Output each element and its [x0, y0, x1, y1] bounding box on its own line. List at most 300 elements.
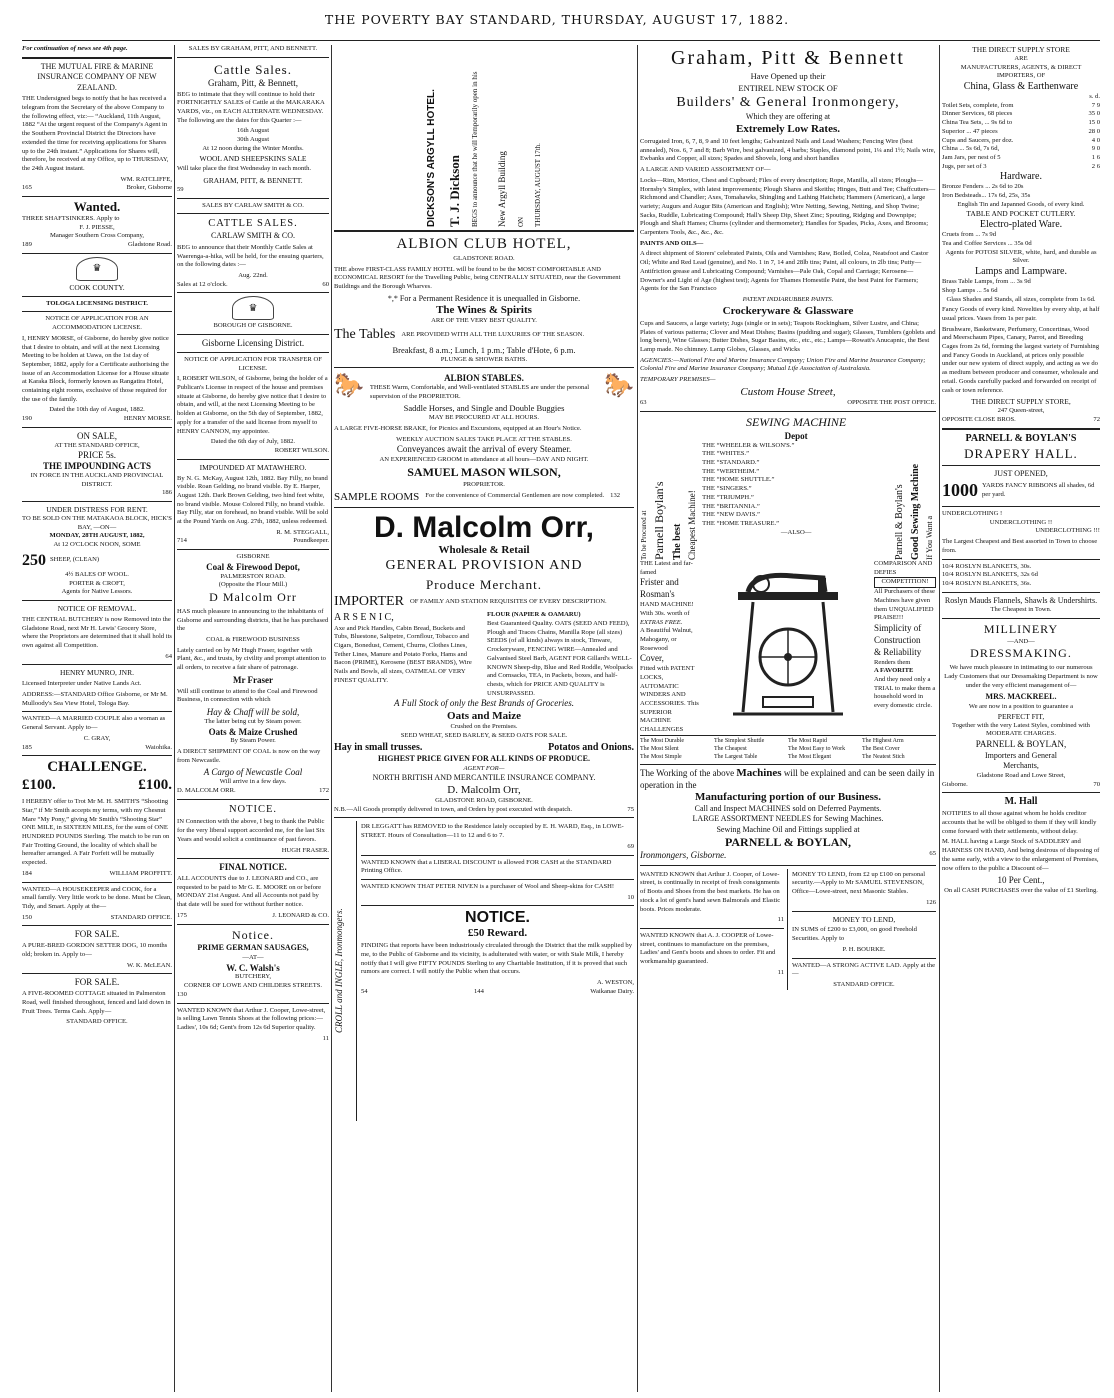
forsale-title: FOR SALE. — [74, 977, 120, 988]
mutual-body: THE Undersigned begs to notify that he has received a telegram from the Secretary of the above Company to the following effect, viz:— “Auckland, 11th August, 1882 “At the urgent request of the Company's Agent in the Southern Provincial District the Directors have extended the time for receiving applications for Shares up to the 24th instant.” Applications for Shares will, therefore, be received at my Office, up to THURSDAY, the 24th August instant. — [22, 95, 169, 172]
sewing-machine: THE “TRIUMPH.” — [702, 493, 754, 501]
impound-body: By N. G. McKay, August 12th, 1882. Bay Filly, no brand visible. Roan Gelding, no brand visible. By E. Harper, August 12th. Dark Brown Gelding, two hind feet white, no brand visible. Mouse Colored Filly, no brand visible. Bay Filly, star on forehead, no brand visible. Will be sold at the Pound Yards on Aug. 27th, 1882, unless redeemed. — [177, 474, 328, 526]
ad-number: 69 — [627, 842, 634, 850]
borough-body: I, ROBERT WILSON, of Gisborne, being the holder of a Publican's License in respect of the house and premises situate at Gisborne, do hereby give notice that I desire to obtain, and will, at the next Licensing Meeting to be holden at Gisborne, on the 5th day of September, 1882, apply for a transfer of the said license from myself to HENRY CANNON, my appointee. — [177, 375, 328, 435]
sewing-pbname: PARNELL & BOYLAN, — [724, 835, 852, 850]
supply-are: ARE — [1014, 54, 1028, 62]
orr-potatos: Potatos and Onions. — [548, 741, 634, 753]
page-header: THE POVERTY BAY STANDARD, THURSDAY, AUGUST 17, 1882. — [324, 12, 790, 27]
housekeeper-body: WANTED—A HOUSEKEEPER and COOK, for a small family. Very little work to be done. Must be Clean, Tidy, and Smart. Apply at the— — [22, 885, 172, 910]
orr-name: D. Malcolm Orr, — [373, 511, 595, 545]
housekeeper-place: STANDARD OFFICE. — [110, 913, 172, 921]
stables-title: ALBION STABLES. — [444, 373, 524, 384]
moderate-text: Together with the very Latest Styles, combined with MODERATE CHARGES. — [952, 721, 1090, 738]
stables-groom: AN EXPERIENCED GROOM in attendance at all hours—DAY AND NIGHT. — [379, 456, 589, 464]
coal-fraser: Mr Fraser — [232, 674, 274, 685]
blanket-line: 10/4 ROSLYN BLANKETS, 30s. — [942, 562, 1032, 570]
price-s: 35 — [1088, 110, 1096, 118]
price-d: 0 — [1096, 127, 1100, 135]
sewing-machine: THE “HOME SHUTTLE.” — [702, 476, 775, 484]
stables-proc: MAY BE PROCURED AT ALL HOURS. — [428, 414, 540, 422]
sale-acts: THE IMPOUNDING ACTS — [42, 461, 151, 472]
sale-price: PRICE 5s. — [77, 450, 116, 461]
lamps-item: Shop Lamps ... 5s 6d — [942, 286, 998, 294]
couple-place: Waiohika. — [145, 743, 172, 751]
sewing-side1: Parnell & Boylan's — [894, 484, 906, 561]
ad-number: 186 — [162, 489, 172, 497]
store-name: THE DIRECT SUPPLY STORE, — [971, 397, 1071, 407]
column-2 — [177, 45, 329, 1043]
hall-body: NOTIFIES to all those against whom he holds creditor accounts that he will be obliged to them if they will kindly come forward with their settlements, without delay. — [942, 810, 1097, 835]
price-s: 7 — [1091, 101, 1096, 109]
sewing-superior: SUPERIOR MACHINE — [640, 708, 672, 725]
forsale-place: STANDARD OFFICE. — [66, 1018, 128, 1026]
largest-text: The Largest Cheapest and Best assorted in Town to choose from. — [942, 538, 1098, 554]
sewing-challenges: CHALLENGES — [640, 726, 684, 734]
dickson-bldg: New Argyll Building — [497, 151, 507, 227]
gpb-custom: Custom House Street, — [740, 385, 836, 398]
hardware-item: Iron Bedsteads... 17s 6d, 25s, 35s — [942, 192, 1031, 200]
borough-district: Gisborne Licensing District. — [201, 338, 305, 349]
sewing-renders: Renders them — [874, 658, 911, 666]
sewing-extras: EXTRAS FREE. — [640, 618, 683, 626]
walsh-addr: CORNER OF LOWE AND CHILDERS STREETS. — [183, 982, 323, 990]
sewing-feature: The Most Silent — [640, 745, 679, 752]
distress-title: UNDER DISTRESS FOR RENT. — [46, 505, 148, 515]
ad-number: 54 — [361, 987, 368, 995]
ad-number: 126 — [926, 898, 936, 906]
store-opp: OPPOSITE CLOSE BROS. — [942, 415, 1016, 423]
orr-full: A Full Stock of only the Best Brands of Groceries. — [394, 698, 574, 709]
ad-number: 60 — [322, 280, 329, 288]
price-header: s. d. — [1089, 93, 1100, 100]
column-3 — [334, 45, 634, 1121]
albion-tables: The Tables — [334, 327, 396, 343]
sale-force: IN FORCE IN THE AUCKLAND PROVINCIAL DISTRICT. — [30, 471, 164, 488]
coal-cargo: A Cargo of Newcastle Coal — [203, 767, 303, 778]
brush-text: Brushware, Basketware, Perfumery, Concertinas, Wood and Meerschaum Pipes, Canary, Parrot, and Breeding Cages from 2s 6d, forming the largest variety of Furnishing and Fancy Goods in Auckland, at prices only possible under our new system of direct supply, and acting as we do as medium between producer and consumer, wholesale and retail. Goods carefully packed and forwarded on receipt of cash or town reference. — [942, 325, 1100, 394]
notice-body: IN Connection with the above, I beg to thank the Public for the very liberal support accorded me, for the last Six Years and would solicit a continuance of past favors. — [177, 818, 325, 843]
price-row — [942, 110, 1100, 119]
hardware-item: English Tin and Japanned Goods, of every kind. — [957, 200, 1085, 208]
supply-mfr: MANUFACTURERS, AGENTS, & DIRECT IMPORTERS, OF — [960, 63, 1082, 80]
ribbon-count: 1000 — [942, 480, 978, 501]
coal-body: HAS much pleasure in announcing to the inhabitants of Gisborne and surrounding districts, that he has purchased the — [177, 607, 329, 633]
distress-body: TO BE SOLD ON THE MATAKAOA BLOCK, HICK'S BAY, —ON— — [22, 514, 172, 531]
stables-weekly: WEEKLY AUCTION SALES TAKE PLACE AT THE STABLES. — [396, 435, 572, 443]
stables-sample: SAMPLE ROOMS — [334, 490, 420, 503]
price-item: Jugs, per set of 3 — [942, 162, 987, 170]
wanted-addr: Gladstone Road. — [128, 241, 172, 249]
forsale-title: FOR SALE. — [74, 929, 120, 940]
carlaw-body: BEG to announce that their Monthly Cattle Sales at Waerenga-a-hika, will be held, for the ensuing quarters, on the following dates :— — [177, 243, 324, 269]
column-divider — [331, 45, 332, 1392]
distress-count: 250 — [22, 551, 46, 569]
coal-hay: Hay & Chaff will be sold, — [206, 707, 300, 717]
couple-body: WANTED—A MARRIED COUPLE also a woman as General Servant. Apply to— — [22, 715, 166, 732]
roslyn-text: Roslyn Mauds Flannels, Shawls & Undershirts. — [944, 595, 1098, 605]
cooper-body: WANTED KNOWN that Arthur J. Cooper, Lowe-street, is selling Lawn Tennis Shoes at the following prices:— Ladies', 10s 6d; Gent's from 12s 6d Superior quality. — [177, 1006, 326, 1031]
coal-steam: The latter being cut by Steam power. — [204, 717, 302, 725]
orr-importer: IMPORTER — [334, 593, 404, 609]
sewing-side3: If You Want a — [925, 515, 935, 561]
stables-brake: A LARGE FIVE-HORSE BRAKE, for Picnics and Excursions, equipped at an Hour's Notice. — [334, 425, 582, 433]
price-d: 0 — [1096, 136, 1100, 144]
final-body: ALL ACCOUNTS due to J. LEONARD and CO., are requested to be paid to Mr G. E. MOORE on or before MONDAY 21st August. And all Accounts not paid by that date will be sued for without further notice. — [177, 875, 322, 909]
sewing-worth: With 30s. worth of — [640, 609, 690, 617]
horse-icon: 🐎 — [604, 373, 634, 400]
sewing-machine: THE “STANDARD.” — [702, 459, 760, 467]
gpb-large: A LARGE AND VARIED ASSORTMENT OF— — [640, 166, 771, 174]
column-divider — [637, 45, 638, 1392]
borough-sig: ROBERT WILSON. — [274, 446, 329, 454]
price-item: Cups and Saucers, per doz. — [942, 136, 1014, 144]
carlaw-head: SALES BY CARLAW SMITH & CO. — [202, 201, 304, 209]
pb-gisborne: Gisborne. — [942, 780, 968, 788]
ep-item: Tea and Coffee Services ... 35s 0d — [942, 240, 1032, 248]
impound-title: IMPOUNDED AT MATAWHERO. — [199, 462, 307, 472]
gpb-opp: OPPOSITE THE POST OFFICE. — [847, 399, 936, 407]
column-divider — [939, 45, 940, 1392]
challenge-sig: WILLIAM PROFFITT. — [109, 869, 172, 877]
ad-number: 59 — [177, 186, 184, 194]
lend-name: P. H. BOURKE. — [842, 945, 886, 953]
sewing-machine: THE “WHEELER & WILSON'S.” — [702, 441, 795, 449]
millinery-title: MILLINERY — [983, 621, 1059, 636]
borough-notice: NOTICE OF APPLICATION FOR TRANSFER OF LICENSE. — [184, 355, 322, 372]
distress-agent: PORTER & CROFT, — [69, 579, 125, 587]
ep-item: Cruets from ... 7s 9d — [942, 231, 997, 239]
supply-title: THE DIRECT SUPPLY STORE — [972, 45, 1070, 54]
ad-number: 11 — [777, 968, 784, 976]
orr-name2: D. Malcolm Orr, — [447, 783, 521, 796]
sewing-machine-illustration — [706, 560, 870, 735]
sewing-ex: will be explained and can be seen daily in operation in the — [640, 767, 935, 790]
ad-number: 10 — [627, 893, 634, 901]
forsale-name: W. K. McLEAN. — [127, 961, 172, 969]
sewing-purch: All Purchasers of these Machines have given them UNQUALIFIED PRAISE!!! — [874, 588, 935, 622]
sewing-working: The Working of the above — [640, 767, 735, 778]
horse-icon: 🐎 — [334, 373, 364, 400]
orr-ws: Wholesale & Retail — [438, 544, 530, 557]
pb-title: PARNELL & BOYLAN'S — [965, 432, 1077, 444]
gpb-list4: Cups and Saucers, a large variety; Jugs (single or in sets); Teapots Rockingham, Silver Lustre, and China; Plates of various patterns; Clover and Meat Dishes; Basins (pudding and sugar); Glasses, Tumblers (goblets and long beers), Wine Glasses; Butter Dishes, Sugar Basins, etc., etc., etc.; Lamps—Rowatt's Anucapnic, the Best Lamp made. No chimney. Lamp Globes, Glasses, and Wicks — [640, 319, 936, 353]
distress-role: Agents for Native Lessors. — [61, 588, 133, 596]
lad-place: STANDARD OFFICE. — [833, 980, 895, 988]
sewing-feature: The Most Durable — [640, 737, 684, 744]
lamps-title: Lamps and Lampware. — [975, 266, 1067, 278]
ad-number: 189 — [22, 241, 32, 249]
price-d: 6 — [1096, 162, 1100, 170]
coal-sig: D. MALCOLM ORR. — [177, 786, 236, 794]
ad-number: 185 — [22, 743, 32, 751]
sewing-hand: HAND MACHINE! — [640, 601, 694, 609]
dress-body: We have much pleasure in intimating to our numerous Lady Customers that our Dressmaking Department is now under the very efficient management of— — [944, 664, 1098, 689]
distress-time: At 12 O'CLOCK NOON, SOME — [53, 541, 141, 549]
sewing-feature: The Most Elegant — [788, 753, 831, 760]
cheapest-text: The Cheapest in Town. — [990, 606, 1052, 614]
leggatt-body: DR LEGGATT has REMOVED to the Residence lately occupied by E. H. WARD, Esq., in LOWE-STREET. Hours of Consultation—11 to 12 and 6 to 7. — [361, 823, 624, 840]
challenge-title: CHALLENGE. — [47, 759, 147, 776]
sewing-best: The best — [672, 523, 684, 561]
price-d: 0 — [1096, 119, 1100, 127]
mutual-role: Broker, Gisborne — [126, 184, 172, 192]
sewing-need: And they need only a TRIAL to make them a household word in every domestic circle. — [874, 675, 936, 710]
crest-icon: ♛ — [232, 296, 274, 320]
orr-arsenic: A R S E N I C, — [334, 612, 394, 624]
liberal-body: WANTED KNOWN that a LIBERAL DISCOUNT is allowed FOR CASH at the STANDARD Printing Office. — [361, 858, 612, 875]
coal-title: Coal & Firewood Depot, — [206, 561, 300, 572]
walsh-at: —AT— — [242, 953, 264, 961]
hall-pct: 10 Per Cent., — [997, 875, 1045, 886]
walsh-title: Notice. — [232, 927, 274, 942]
sewing-pb: Parnell Boylan's — [652, 481, 667, 561]
sewing-feature: The Most Rapid — [788, 737, 827, 744]
orr-list-left: Axe and Pick Handles, Cabin Bread, Buckets and Tubs, Bluestone, Saltpetre, Cornflour, Tobacco and Cigars, Bonedust, Cement, Churns, Clothes Lines, Tether Lines, Manure and Potato Forks, Hams and Bacon (PRIME), Kerosene (BEST BRANDS), Wire Nails and Bowls, all sizes, OATMEAL OF VERY FINEST QUALITY. — [334, 624, 472, 684]
orr-highest: HIGHEST PRICE GIVEN FOR ALL KINDS OF PRODUCE. — [377, 754, 591, 764]
cooper2-body: WANTED KNOWN that Arthur J. Cooper, of Lowe-street, is continually in receipt of fresh consignments of Boots and Shoes from the best markets. He has on stock a lot of gent's hand sewn Balmorals and Elastic boots. Prices moderate. — [640, 870, 781, 913]
lend-body: IN SUMS of £200 to £3,000, on good Freehold Securities. Apply to — [792, 926, 917, 943]
stables-owner: SAMUEL MASON WILSON, — [407, 465, 561, 480]
cook-sig: HENRY MORSE. — [123, 415, 172, 423]
sewing-machine: THE “WERTHEIM.” — [702, 467, 760, 475]
sewing-latest: THE Latest and far-famed — [640, 560, 693, 576]
munro-addr: ADDRESS:—STANDARD Office Gisborne, or Mr M. Mulloody's Sea View Hotel, Tologa Bay. — [22, 690, 168, 707]
ad-number: 175 — [177, 911, 187, 919]
guarantee-text: We are now in a position to guarantee a — [968, 702, 1074, 710]
wool-body: Will take place the first Wednesday in each month. — [177, 165, 312, 173]
pb-merchants: Merchants, — [1003, 761, 1039, 771]
just-opened: JUST OPENED, — [994, 468, 1048, 478]
ad-number: 165 — [22, 184, 32, 192]
gpb-builders: Builders' & General Ironmongery, — [676, 94, 900, 110]
blanket-line: 10/4 ROSLYN BLANKETS, 32s 6d — [942, 571, 1038, 579]
gpb-paints: PAINTS AND OILS— — [640, 239, 704, 247]
dressmaking-title: DRESSMAKING. — [970, 646, 1072, 661]
couple-name: C. GRAY, — [83, 734, 111, 742]
munro-body: Licensed Interpreter under Native Lands Act. — [22, 680, 142, 688]
drapery-title: DRAPERY HALL. — [964, 445, 1078, 461]
albion-body: THE above FIRST-CLASS FAMILY HOTEL will be found to be the MOST COMFORTABLE AND ECONOMICAL RESORT for the Travelling Public, being CENTRALLY SITUATED, near the Government Buildings and the Borough Wharves. — [334, 265, 621, 290]
wanted-name: F. J. PIESSE, — [79, 223, 115, 231]
price-d: 6 — [1096, 153, 1100, 161]
sewing-feature: The Most Easy to Work — [788, 745, 846, 752]
price-d: 0 — [1096, 145, 1100, 153]
ad-number: 130 — [177, 990, 187, 998]
stables-saddle: Saddle Horses, and Single and Double Buggies — [403, 403, 565, 414]
munro-name: HENRY MUNRO, JNR. — [60, 668, 134, 678]
sewing-machine: THE “HOME TREASURE.” — [702, 519, 780, 527]
underclothing: UNDERCLOTHING !!! — [1035, 527, 1100, 535]
croll-ad: CROLL and INGLE, Ironmongers. — [334, 909, 344, 1034]
sewing-rel: & Reliability — [874, 646, 922, 657]
removal-body: THE CENTRAL BUTCHERY is now Removed into the Gladstone Road, next Mr H. Lewis' Grocery Store, where the Proprietors are determined that it shall hold its own against all Competition. — [22, 615, 172, 649]
albion-tables2: ARE PROVIDED WITH ALL THE LUXURIES OF THE SEASON. — [401, 330, 585, 338]
price-row — [942, 163, 1100, 172]
orr-nbm: NORTH BRITISH AND MERCANTILE INSURANCE COMPANY. — [372, 773, 596, 783]
lamps-item: Glass Shades and Stands, all sizes, complete from 1s 6d. — [946, 295, 1096, 303]
perfect-fit: PERFECT FIT, — [997, 711, 1045, 721]
coal-body2: Lately carried on by Mr Hugh Fraser, together with Plant, &c., and trusts, by civility and prompt attention to all orders, to receive a fair share of patronage. — [177, 646, 326, 672]
price-s: 1 — [1091, 153, 1096, 161]
supply-china: China, Glass & Earthenware — [963, 81, 1079, 92]
price-row — [942, 154, 1100, 163]
challenge-amount: £100. — [22, 777, 56, 794]
orr-list-right: Best Guaranteed Quality. OATS (SEED AND FEED), Plough and Traces Chains, Manilla Rope (all sizes) SEEDS (of all kinds) always in stock, Tinware, Crockeryware, FENCING WIRE—Annealed and Galvanised Steel Barb, AGENT FOR Gillard's WELL-KNOWN Sheep-dip, Blue and Red Roddle, Woolpacks and Cornsacks, TEA, in Packets, boxes, and half-chests, which for PRICE AND QUALITY is UNSURPASSED. — [487, 620, 633, 697]
column-divider — [174, 45, 175, 1392]
orr-imp2: OF FAMILY AND STATION REQUISITES OF EVERY DESCRIPTION. — [409, 597, 607, 605]
cook-district: TOLOGA LICENSING DISTRICT. — [46, 299, 148, 307]
coal-few: Will arrive in a few days. — [219, 778, 287, 786]
cutlery-title: TABLE AND POCKET CUTLERY. — [966, 209, 1076, 219]
continuation-note: For continuation of news see 4th page. — [22, 45, 128, 52]
ep-title: Electro-plated Ware. — [979, 219, 1063, 231]
price-item: Superior ... 47 pieces — [942, 127, 998, 135]
cattle-firm: Graham, Pitt, & Bennett, — [208, 77, 298, 88]
dickson-name: T. J. Dickson — [446, 155, 462, 227]
price-s: 15 — [1088, 119, 1096, 127]
gpb-patent: PATENT INDIARUBBER PAINTS. — [742, 295, 834, 303]
fancy-text: Fancy Goods of every kind. Novelties by every ship, at half usual prices. Vases from 1s per pair. — [942, 306, 1100, 322]
price-item: Dinner Services, 68 pieces — [942, 110, 1013, 118]
ad-number: 75 — [627, 805, 634, 813]
sewing-oil: Sewing Machine Oil and Fittings supplied at — [716, 824, 860, 834]
gpb-low: Extremely Low Rates. — [736, 122, 840, 135]
dickson-date: THURSDAY, AUGUST 17th. — [534, 143, 543, 227]
sewing-machine: THE “SINGERS.” — [702, 485, 752, 493]
coal-name: D Malcolm Orr — [209, 590, 297, 605]
hardware-item: Bronze Fenders ... 2s 6d to 20s — [942, 183, 1024, 191]
sewing-title: SEWING MACHINE — [745, 415, 847, 430]
hall-title: M. Hall — [1004, 796, 1038, 808]
borough-title: BOROUGH OF GISBORNE. — [213, 322, 293, 330]
sewing-machines: Machines — [736, 766, 782, 779]
forsale-body: A PURE-BRED GORDON SETTER DOG, 10 months old; broken in. Apply to— — [22, 942, 168, 958]
albion-addr: GLADSTONE ROAD. — [453, 254, 515, 262]
distress-wool: 4½ BALES OF WOOL. — [65, 570, 129, 578]
gpb-agencies: AGENCIES:—National Fire and Marine Insurance Company; Union Fire and Marine Insurance Company; Colonial Fire and Marine Insurance Company; Mutual Life Association of Australasia. — [640, 356, 926, 373]
cook-county: COOK COUNTY. — [69, 282, 125, 292]
hardware-title: Hardware. — [1000, 171, 1042, 183]
challenge-amount: £100. — [138, 777, 172, 794]
cook-dated: Dated the 10th day of August, 1882. — [49, 406, 145, 414]
notice-sig: HUGH FRASER. — [281, 846, 329, 854]
sewing-needles: LARGE ASSORTMENT NEEDLES for Sewing Machines. — [692, 814, 884, 824]
gpb-firm: Graham, Pitt & Bennett — [671, 47, 905, 69]
reward-title: NOTICE. — [465, 909, 530, 927]
gpb-entire: ENTIREL NEW STOCK OF — [738, 82, 838, 93]
carlaw-time: Sales at 12 o'clock. — [177, 280, 228, 288]
header-rule — [22, 40, 1100, 41]
sewing-feature: The Highest Arm — [862, 737, 904, 744]
pb-importers: Importers and General — [985, 750, 1057, 760]
pb-address: Gladstone Road and Lowe Street, — [976, 771, 1066, 779]
ad-number: 132 — [610, 492, 621, 500]
reward-sig: A. WESTON, — [597, 978, 634, 986]
stables-sample2: For the convenience of Commercial Gentlemen are now completed. — [425, 492, 605, 500]
forsale-body: A FIVE-ROOMED COTTAGE situated in Palmerston Road, well finished throughout, fenced and laid down in Fruit Trees. Terms Cash. Apply— — [22, 990, 171, 1015]
underclothing: UNDERCLOTHING ! — [942, 510, 1003, 518]
sewing-feature: The Largest Table — [714, 753, 758, 760]
ad-number: 63 — [640, 399, 647, 407]
ad-number: 714 — [177, 537, 187, 545]
ad-number: 172 — [319, 786, 329, 794]
price-d: 0 — [1096, 110, 1100, 118]
gpb-which: Which they are offering at — [745, 112, 831, 122]
gp-sales-head: SALES BY GRAHAM, PITT, AND BENNETT. — [188, 45, 318, 52]
sewing-simp: Simplicity of — [874, 622, 922, 633]
sewing-feature: The Neatest Stich — [862, 753, 905, 760]
ad-number: 190 — [22, 415, 32, 423]
niven-body: WANTED KNOWN THAT PETER NIVEN is a purchaser of Wool and Sheep-skins for CASH! — [361, 882, 615, 890]
albion-title: ALBION CLUB HOTEL, — [396, 236, 572, 252]
orr-oats: Oats and Maize — [447, 710, 521, 723]
carlaw-date: Aug. 22nd. — [238, 271, 268, 279]
reward-amt: £50 Reward. — [467, 926, 528, 939]
price-row — [942, 145, 1100, 154]
stevenson-body: MONEY TO LEND, from £2 up £100 on personal security.—Apply to Mr SAMUEL STEVENSON, Office—Lowe-street, next Masonic Stables. — [792, 870, 926, 896]
sewing-ad — [640, 415, 936, 560]
final-sig: J. LEONARD & CO. — [272, 911, 329, 919]
dickson-body: BEGS to announce that he will Temporarily open in his — [471, 71, 479, 227]
final-title: FINAL NOTICE. — [219, 862, 287, 873]
cattle-note: At 12 noon during the Winter Months. — [202, 144, 304, 152]
price-item: Toilet Sets, complete, from — [942, 101, 1014, 109]
price-item: China Tea Sets, ... 9s 6d to — [942, 119, 1013, 127]
reward-place: Waikanae Dairy. — [590, 987, 634, 995]
cooper3-body: WANTED KNOWN that A. J. COOPER of Lowe-street, continues to manufacture on the premises, Ladies' and Gent's boots and shoes to order. Fit and workmanship guaranteed. — [640, 931, 776, 966]
sewing-fav: A FAVORITE — [874, 667, 914, 675]
sewing-feature: The Cheapest — [714, 745, 747, 752]
walsh-biz: BUTCHERY, — [235, 973, 271, 981]
orr-nb: N.B.—All Goods promptly delivered in town, and Orders by post executed with despatch. — [334, 805, 573, 813]
wool-title: WOOL AND SHEEPSKINS SALE — [199, 153, 307, 163]
price-s: 9 — [1091, 145, 1096, 153]
ad-number: 11 — [322, 1034, 329, 1042]
orr-seed: SEED WHEAT, SEED BARLEY, & SEED OATS FOR SALE. — [400, 732, 568, 740]
orr-agent: AGENT FOR— — [463, 764, 505, 772]
sewing-fitted: Fitted with PATENT LOCKS, AUTOMATIC WINDERS AND ACCESSORIES. This — [640, 665, 699, 708]
sewing-feature: The Best Cover — [862, 745, 900, 752]
ad-number: 11 — [777, 916, 784, 924]
mackreel-name: MRS. MACKREEL. — [985, 692, 1057, 702]
ep-item: Agents for POTOSI SILVER, white, hard, and durable as Silver. — [945, 248, 1097, 265]
orr-flour: FLOUR (NAPIER & OAMARU) — [487, 611, 581, 619]
sewing-machine: THE “WHITES.” — [702, 450, 749, 458]
sewing-proc: To be Procured at — [640, 510, 648, 561]
ribbon-text: YARDS FANCY RIBBONS all shades, 6d per yard. — [982, 482, 1095, 499]
stables-body: THESE Warm, Comfortable, and Well-ventilated STABLES are under the personal supervision of the PROPRIETOR. — [369, 383, 590, 400]
cook-notice: NOTICE OF APPLICATION FOR AN ACCOMMODATION LICENSE. — [45, 315, 149, 332]
dickson-hotel: DICKSON'S ARGYLL HOTEL. — [425, 89, 437, 227]
blanket-line: 10/4 ROSLYN BLANKETS, 36s. — [942, 579, 1032, 587]
sewing-depot: Depot — [784, 430, 808, 441]
coal-place: GISBORNE — [236, 553, 270, 561]
sewing-frister: Frister and — [640, 577, 679, 588]
orr-produce: Produce Merchant. — [426, 576, 542, 592]
coal-direct: A DIRECT SHIPMENT OF COAL is now on the way from Newcastle. — [177, 748, 321, 764]
coal-oats: Oats & Maize Crushed — [208, 726, 298, 737]
carlaw-firm: CARLAW SMITH & CO. — [210, 231, 296, 241]
impound-sig: R. M. STEGGALL, — [276, 528, 329, 536]
cattle-date: 30th August — [236, 136, 270, 144]
orr-gp: GENERAL PROVISION AND — [385, 558, 583, 574]
price-s: 2 — [1091, 162, 1096, 170]
sewing-walnut: A Beautiful Walnut, Mahogany, or Rosewood — [640, 627, 693, 652]
albion-quality: ARE OF THE VERY BEST QUALITY. — [431, 317, 537, 325]
sewing-machine: THE “BRITANNIA.” — [702, 502, 760, 510]
sewing-competition: COMPETITION! — [874, 577, 936, 588]
